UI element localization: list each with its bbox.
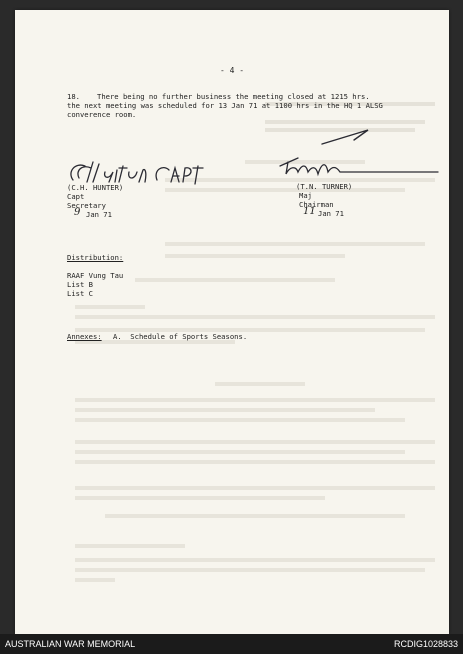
chairman-role: Chairman <box>299 200 334 209</box>
paragraph-line-1: There being no further business the meeting closed at 1215 hrs. <box>97 92 370 101</box>
secretary-rank: Capt <box>67 192 85 201</box>
paragraph-number: 18. <box>67 92 80 101</box>
document-page <box>15 10 449 634</box>
distribution-item: List C <box>67 289 93 298</box>
page-number: - 4 - <box>219 66 245 75</box>
chairman-rank: Maj <box>299 191 312 200</box>
paragraph-line-2: the next meeting was scheduled for 13 Jan 71 at 1100 hrs in the HQ 1 ALSG <box>67 101 383 110</box>
chairman-date-day: 11 <box>303 206 316 217</box>
footer-source: AUSTRALIAN WAR MEMORIAL <box>5 639 136 649</box>
distribution-item: RAAF Vung Tau <box>67 271 124 280</box>
secretary-date: Jan 71 <box>86 210 112 219</box>
annexes-text: A. Schedule of Sports Seasons. <box>113 332 248 341</box>
paragraph-line-3: converence room. <box>67 110 137 119</box>
secretary-date-day: 9 <box>74 207 81 218</box>
secretary-name: (C.H. HUNTER) <box>67 183 124 192</box>
archive-footer <box>0 634 463 654</box>
annexes-label: Annexes: <box>67 332 102 341</box>
distribution-item: List B <box>67 280 93 289</box>
chairman-name: (T.N. TURNER) <box>296 182 353 191</box>
secretary-role: Secretary <box>67 201 106 210</box>
chairman-date: Jan 71 <box>318 209 344 218</box>
distribution-heading: Distribution: <box>67 253 124 262</box>
footer-id: RCDIG1028833 <box>393 639 458 649</box>
chairman-signature <box>270 122 440 182</box>
